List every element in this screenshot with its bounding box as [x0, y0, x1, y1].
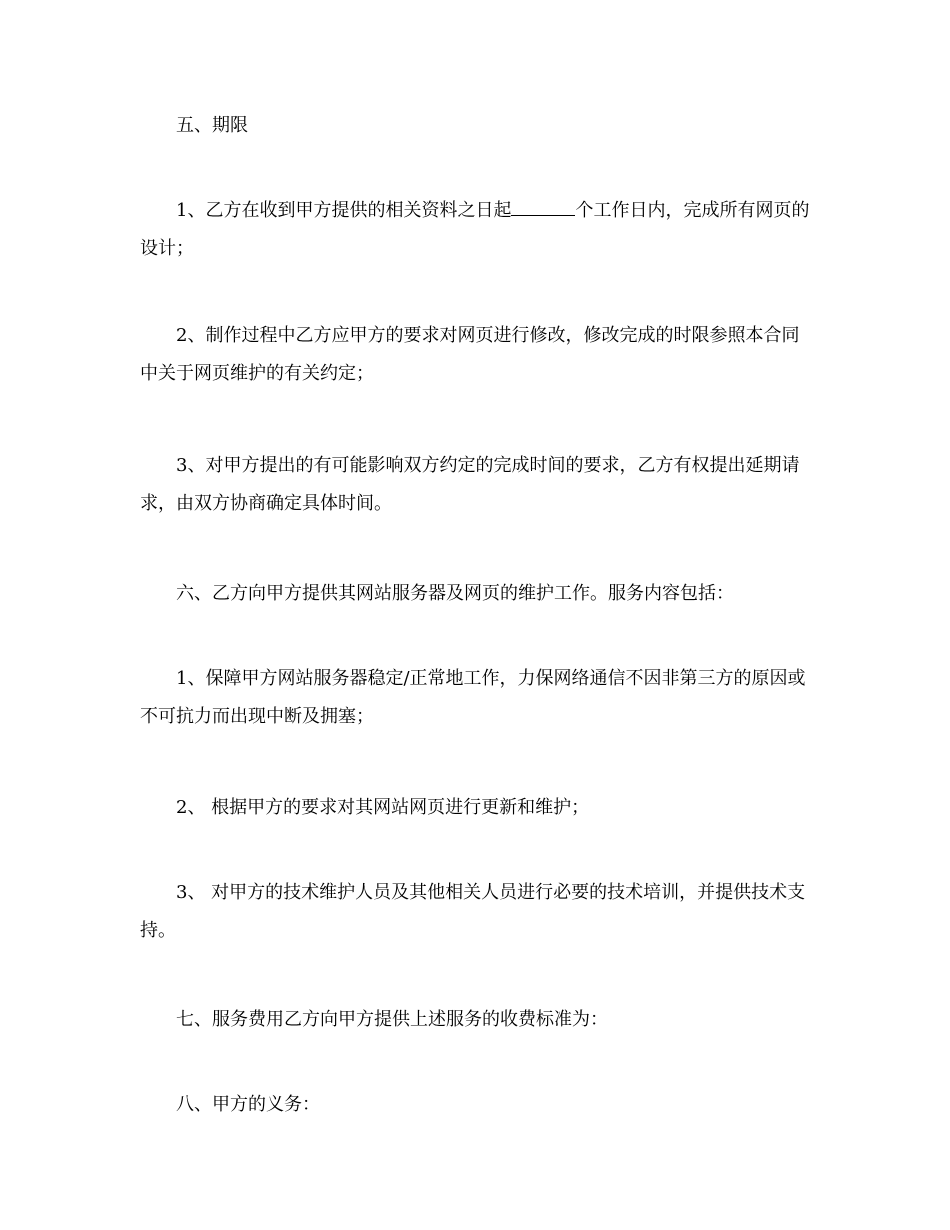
section-heading-maintenance: 六、乙方向甲方提供其网站服务器及网页的维护工作。服务内容包括： [176, 583, 734, 604]
maintenance-item-1: 1、保障甲方网站服务器稳定/正常地工作，力保网络通信不因非第三方的原因或不可抗力而出现中断及拥塞； [140, 668, 806, 727]
maintenance-item-3: 3、 对甲方的技术维护人员及其他相关人员进行必要的技术培训，并提供技术支持。 [140, 882, 806, 941]
section-heading-party-a-obligations: 八、甲方的义务： [176, 1094, 320, 1115]
section-heading-fees: 七、服务费用乙方向甲方提供上述服务的收费标准为： [176, 1009, 608, 1030]
section-heading-deadline: 五、期限 [176, 115, 248, 136]
deadline-item-1 [140, 192, 812, 268]
deadline-item-3: 3、对甲方提出的有可能影响双方约定的完成时间的要求，乙方有权提出延期请求，由双方协商确定具体时间。 [140, 455, 800, 514]
deadline-item-1-text-after: 个工作日内，完成所有网页的设计； [140, 200, 810, 259]
deadline-item-1-text-before: 1、乙方在收到甲方提供的相关资料之日起 [176, 200, 512, 221]
deadline-item-2: 2、制作过程中乙方应甲方的要求对网页进行修改，修改完成的时限参照本合同中关于网页维护的有关约定； [140, 325, 800, 384]
maintenance-item-2: 2、 根据甲方的要求对其网站网页进行更新和维护； [176, 797, 590, 818]
fill-in-blank [511, 197, 575, 216]
